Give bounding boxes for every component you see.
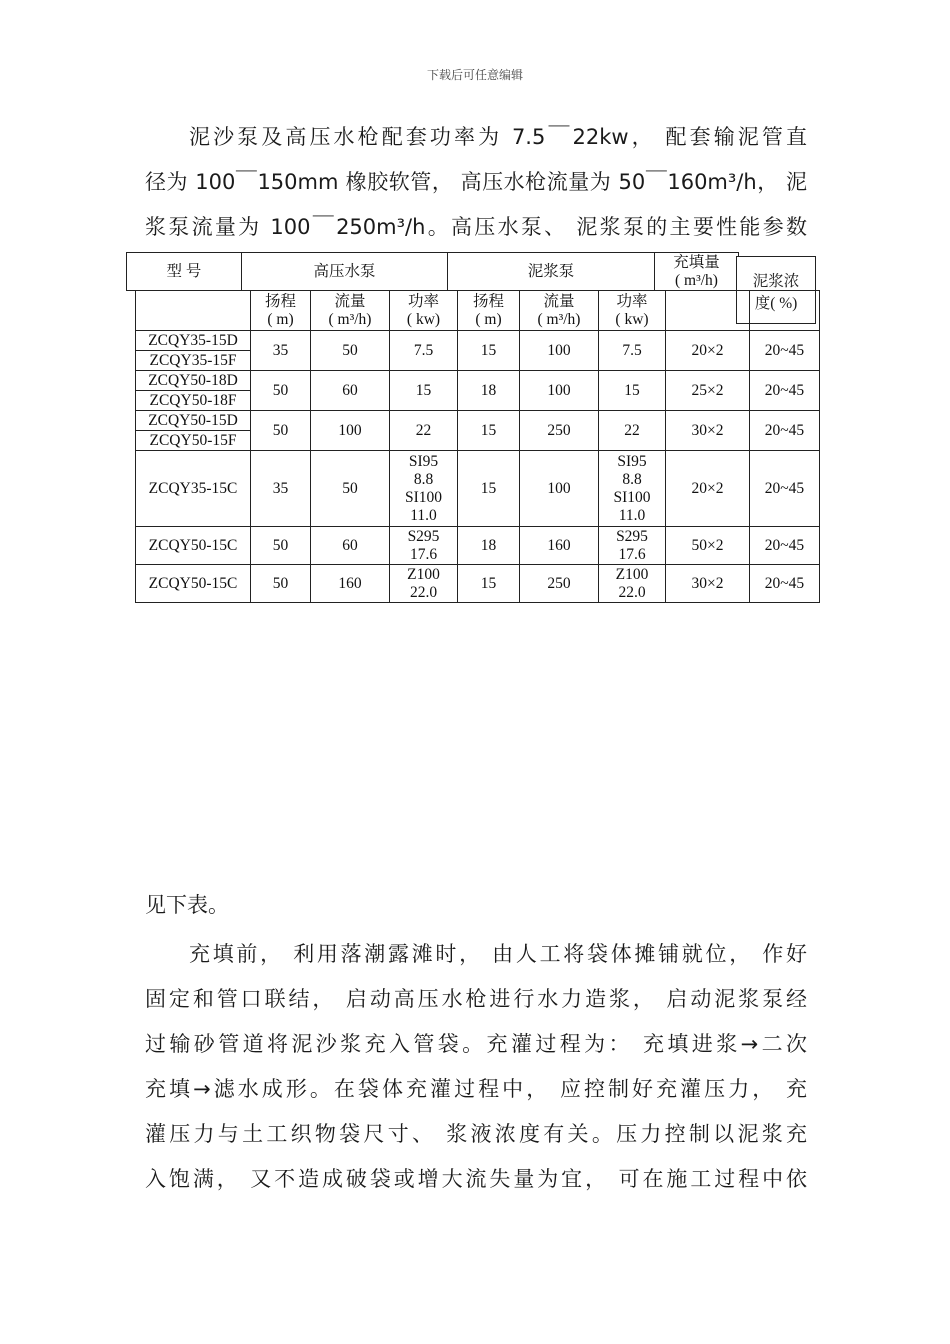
cell-mp-head: 18 xyxy=(458,527,520,565)
power-value: 7.5 xyxy=(622,341,642,359)
cell-mp-power xyxy=(599,411,666,451)
paragraph-line: 灌压力与土工织物袋尺寸、 浆液浓度有关。压力控制以泥浆充 xyxy=(145,1122,807,1146)
cell-mp-power xyxy=(599,565,666,603)
power-value: 22.0 xyxy=(409,583,438,601)
cell-mp-flow: 100 xyxy=(520,331,599,371)
cell-mp-flow: 250 xyxy=(520,411,599,451)
power-value: 7.5 xyxy=(413,341,434,359)
cell-fill: 25×2 xyxy=(666,371,750,411)
header-fill-volume: 充填量 ( m³/h) xyxy=(655,253,739,291)
cell-hp-power xyxy=(390,451,458,527)
cell-mp-head: 15 xyxy=(458,451,520,527)
cell-hp-power xyxy=(390,565,458,603)
table-row xyxy=(136,411,820,451)
power-value: 22.0 xyxy=(618,583,646,601)
cell-fill: 20×2 xyxy=(666,331,750,371)
paragraph-line: 充填前， 利用落潮露滩时， 由人工将袋体摊铺就位， 作好 xyxy=(189,942,807,966)
power-value: 22 xyxy=(415,421,432,439)
cell-concentration: 20~45 xyxy=(750,331,820,371)
subheader-hp-head: 扬程 ( m) xyxy=(251,291,311,331)
cell-mp-power xyxy=(599,451,666,527)
cell-concentration: 20~45 xyxy=(750,565,820,603)
paragraph-line: 入饱满， 又不造成破袋或增大流失量为宜， 可在施工过程中依 xyxy=(145,1167,807,1191)
table-row xyxy=(136,331,820,371)
spec-table xyxy=(135,290,820,603)
power-value: SI100 xyxy=(404,488,443,506)
cell-model xyxy=(136,331,251,371)
cell-fill: 30×2 xyxy=(666,411,750,451)
power-value: S295 xyxy=(616,527,648,545)
subheader-conc-blank xyxy=(750,291,820,331)
power-value: SI95 xyxy=(617,452,647,470)
cell-mp-head: 15 xyxy=(458,411,520,451)
cell-mp-power xyxy=(599,527,666,565)
table-row xyxy=(136,451,820,527)
paragraph-line: 过输砂管道将泥沙浆充入管袋。充灌过程为： 充填进浆→二次 xyxy=(145,1032,807,1056)
power-value: 8.8 xyxy=(413,470,434,488)
cell-model: ZCQY50-15C xyxy=(136,565,251,603)
power-value: 11.0 xyxy=(410,506,437,524)
cell-model xyxy=(136,411,251,451)
subheader-blank xyxy=(136,291,251,331)
power-value: 22 xyxy=(624,421,640,439)
cell-concentration: 20~45 xyxy=(750,451,820,527)
subheader-hp-flow: 流量 ( m³/h) xyxy=(311,291,390,331)
header-mud-pump: 泥浆泵 xyxy=(448,253,655,291)
header-note: 下载后可任意编辑 xyxy=(426,68,523,82)
power-value: SI100 xyxy=(613,488,651,506)
table-row xyxy=(136,371,820,411)
cell-hp-head: 50 xyxy=(251,411,311,451)
spec-table-header xyxy=(126,252,739,291)
table-row xyxy=(136,565,820,603)
cell-concentration: 20~45 xyxy=(750,411,820,451)
model-code: ZCQY50-18F xyxy=(149,392,237,409)
subheader-fill-blank xyxy=(666,291,750,331)
model-code: ZCQY50-18D xyxy=(136,371,250,391)
cell-mp-power xyxy=(599,331,666,371)
model-code: ZCQY50-15F xyxy=(149,432,237,449)
paragraph-line: 见下表。 xyxy=(145,893,229,917)
cell-mp-flow: 100 xyxy=(520,371,599,411)
cell-hp-head: 50 xyxy=(251,527,311,565)
power-value: 8.8 xyxy=(622,470,642,488)
power-value: Z100 xyxy=(615,565,649,583)
cell-hp-flow: 160 xyxy=(311,565,390,603)
cell-mp-flow: 250 xyxy=(520,565,599,603)
paragraph-line: 泥沙泵及高压水枪配套功率为 7.5￣22kw， 配套输泥管直 xyxy=(189,125,807,149)
subheader-mp-power: 功率 ( kw) xyxy=(599,291,666,331)
cell-hp-flow: 60 xyxy=(311,527,390,565)
paragraph-line: 浆泵流量为 100￣250m³/h。高压水泵、 泥浆泵的主要性能参数 xyxy=(145,215,807,239)
cell-fill: 20×2 xyxy=(666,451,750,527)
model-code: ZCQY35-15D xyxy=(136,331,250,351)
cell-model: ZCQY50-15C xyxy=(136,527,251,565)
cell-concentration: 20~45 xyxy=(750,371,820,411)
cell-mp-flow: 160 xyxy=(520,527,599,565)
header-high-pressure-pump: 高压水泵 xyxy=(242,253,448,291)
cell-hp-flow: 60 xyxy=(311,371,390,411)
cell-concentration: 20~45 xyxy=(750,527,820,565)
subheader-mp-flow: 流量 ( m³/h) xyxy=(520,291,599,331)
paragraph-filling-process xyxy=(145,932,807,1202)
cell-hp-power xyxy=(390,331,458,371)
power-value: 11.0 xyxy=(618,506,646,524)
paragraph-pump-intro xyxy=(145,115,807,250)
power-value: SI95 xyxy=(408,452,439,470)
cell-fill: 50×2 xyxy=(666,527,750,565)
paragraph-line: 固定和管口联结， 启动高压水枪进行水力造浆， 启动泥浆泵经 xyxy=(145,987,807,1011)
subheader-row xyxy=(136,291,820,331)
cell-hp-head: 50 xyxy=(251,565,311,603)
table-row xyxy=(136,527,820,565)
cell-mp-flow: 100 xyxy=(520,451,599,527)
cell-model: ZCQY35-15C xyxy=(136,451,251,527)
paragraph-line: 充填→滤水成形。在袋体充灌过程中， 应控制好充灌压力， 充 xyxy=(145,1077,807,1101)
paragraph-see-table xyxy=(145,883,807,928)
cell-model xyxy=(136,371,251,411)
cell-fill: 30×2 xyxy=(666,565,750,603)
cell-hp-head: 50 xyxy=(251,371,311,411)
cell-hp-head: 35 xyxy=(251,451,311,527)
cell-hp-flow: 50 xyxy=(311,451,390,527)
power-value: 15 xyxy=(624,381,640,399)
table-body xyxy=(136,331,820,603)
cell-mp-head: 15 xyxy=(458,565,520,603)
cell-mp-head: 18 xyxy=(458,371,520,411)
cell-hp-power xyxy=(390,371,458,411)
power-value: 15 xyxy=(415,381,432,399)
cell-hp-flow: 100 xyxy=(311,411,390,451)
header-mud-concentration: 泥浆浓 度( %) xyxy=(736,256,816,324)
cell-mp-power xyxy=(599,371,666,411)
cell-mp-head: 15 xyxy=(458,331,520,371)
power-value: 17.6 xyxy=(618,545,646,563)
subheader-mp-head: 扬程 ( m) xyxy=(458,291,520,331)
cell-hp-flow: 50 xyxy=(311,331,390,371)
cell-hp-power xyxy=(390,411,458,451)
power-value: S295 xyxy=(407,527,440,545)
model-code: ZCQY50-15D xyxy=(136,411,250,431)
cell-hp-head: 35 xyxy=(251,331,311,371)
subheader-hp-power: 功率 ( kw) xyxy=(390,291,458,331)
header-model: 型 号 xyxy=(127,253,242,291)
power-value: 17.6 xyxy=(409,545,438,563)
paragraph-line: 径为 100￣150mm 橡胶软管， 高压水枪流量为 50￣160m³/h， 泥 xyxy=(145,170,807,194)
model-code: ZCQY35-15F xyxy=(149,352,237,369)
cell-hp-power xyxy=(390,527,458,565)
power-value: Z100 xyxy=(407,565,440,583)
